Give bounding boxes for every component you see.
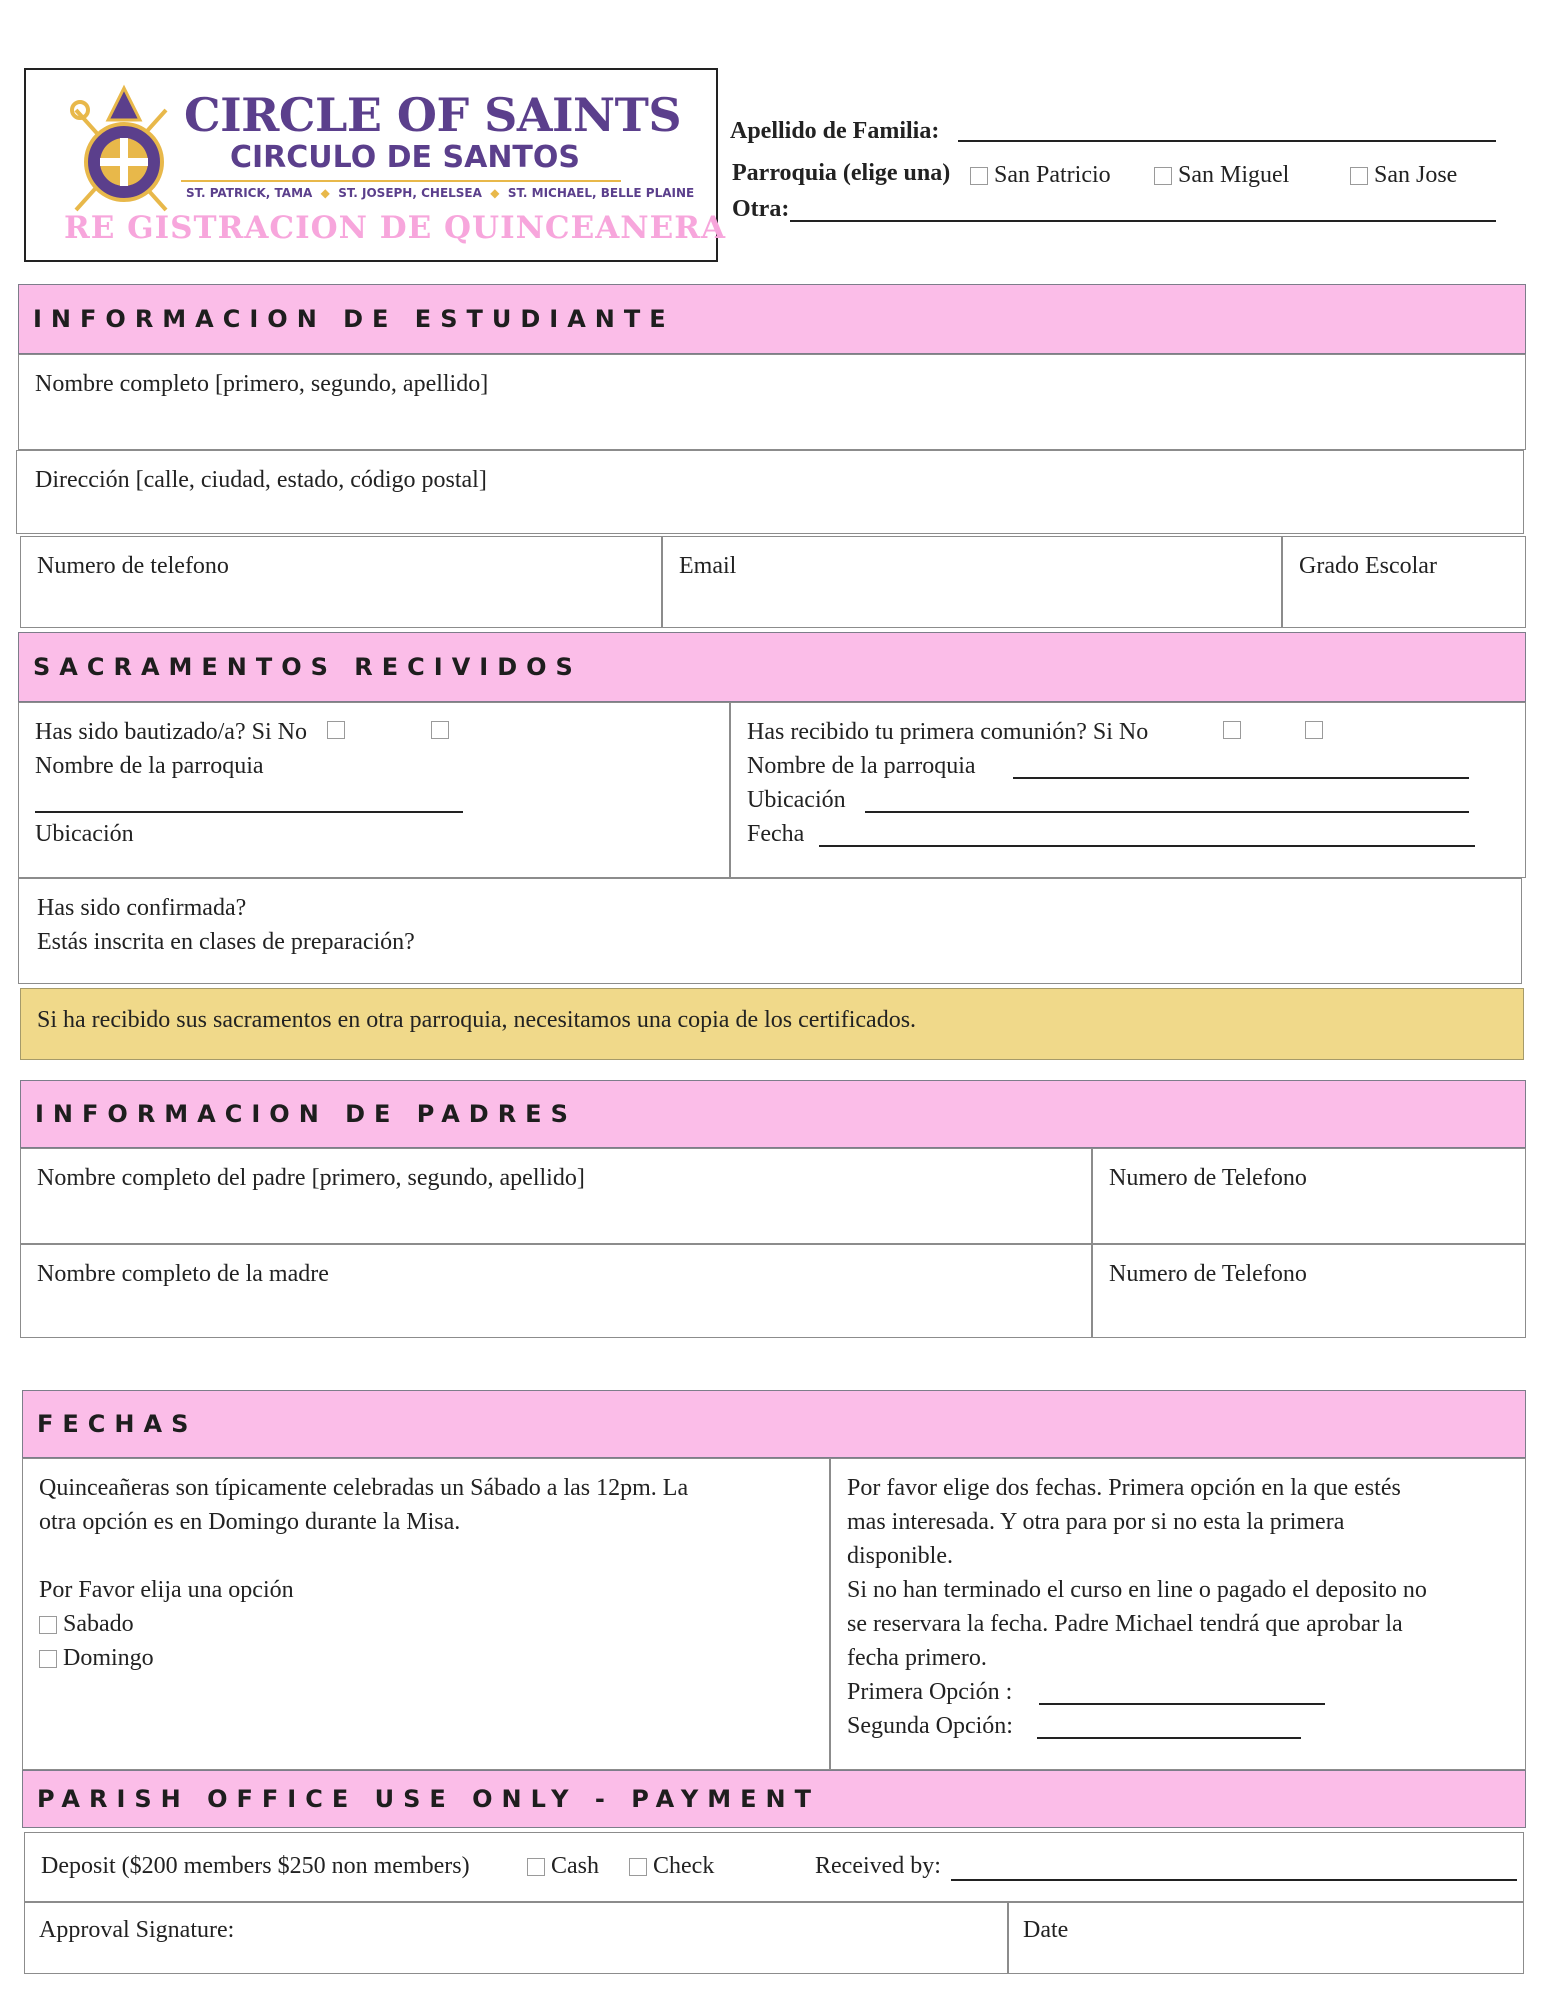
logo-place-3: ST. MICHAEL, BELLE PLAINE [507,186,695,200]
communion-panel [730,702,1526,878]
deposit-row [24,1832,1524,1902]
mother-phone-label: Numero de Telefono [1109,1261,1307,1287]
logo-places [186,186,694,200]
parents-section-header [20,1080,1526,1148]
communion-parish-field[interactable] [1013,753,1469,779]
confirmed-question: Has sido confirmada? [37,895,247,921]
mother-phone-field[interactable] [1092,1244,1526,1338]
checkbox-icon[interactable] [39,1616,57,1634]
logo-title-english: CIRCLE OF SAINTS [184,88,682,142]
dates-left-panel [22,1458,830,1770]
check-label: Check [653,1853,715,1879]
communion-parish-label: Nombre de la parroquia [747,753,976,779]
approval-date-field[interactable] [1008,1902,1524,1974]
form-subtitle: RE GISTRACION DE QUINCEANERA [64,210,727,246]
other-parish-field[interactable] [790,196,1496,222]
cash-label: Cash [551,1853,599,1879]
dates-right-line-5: se reservara la fecha. Padre Michael tendrá que aprobar la [847,1611,1403,1637]
parish-option-san-miguel[interactable] [1154,158,1289,192]
second-option-field[interactable] [1037,1713,1301,1739]
baptism-location-label: Ubicación [35,821,134,847]
checkbox-icon[interactable] [39,1650,57,1668]
baptized-question: Has sido bautizado/a? Si No [35,719,307,745]
approval-date-label: Date [1023,1917,1069,1943]
dates-section-title: FECHAS [37,1410,198,1438]
phone-field[interactable] [20,536,662,628]
choose-option-label: Por Favor elija una opción [39,1577,294,1603]
check-option[interactable] [629,1849,714,1883]
parish-label: Parroquia (elige una) [732,160,951,186]
father-phone-field[interactable] [1092,1148,1526,1244]
sacraments-section-header [18,632,1526,702]
student-section-header [18,284,1526,354]
option-saturday[interactable] [39,1607,134,1641]
full-name-field[interactable] [18,354,1526,450]
communion-yes-checkbox[interactable] [1223,721,1241,739]
office-section-header [22,1770,1526,1828]
grade-label: Grado Escolar [1299,553,1437,579]
communion-question: Has recibido tu primera comunión? Si No [747,719,1149,745]
received-by-label: Received by: [815,1853,941,1879]
deposit-label: Deposit ($200 members $250 non members) [41,1853,470,1879]
dates-right-line-6: fecha primero. [847,1645,987,1671]
confirmation-panel [18,878,1522,984]
option-sunday[interactable] [39,1641,154,1675]
first-option-field[interactable] [1039,1679,1325,1705]
baptism-panel [18,702,730,878]
address-field[interactable] [16,450,1524,534]
cash-option[interactable] [527,1849,599,1883]
parish-option-san-patricio[interactable] [970,158,1111,192]
father-phone-label: Numero de Telefono [1109,1165,1307,1191]
baptism-parish-label: Nombre de la parroquia [35,753,264,779]
sacraments-section-title: SACRAMENTOS RECIVIDOS [33,653,582,681]
mother-name-field[interactable] [20,1244,1092,1338]
parish-option-san-jose[interactable] [1350,158,1457,192]
option-sunday-label: Domingo [63,1645,154,1671]
baptized-yes-checkbox[interactable] [327,721,345,739]
checkbox-icon[interactable] [1350,167,1368,185]
dates-right-line-4: Si no han terminado el curso en line o pagado el deposito no [847,1577,1427,1603]
checkbox-icon[interactable] [527,1858,545,1876]
mother-name-label: Nombre completo de la madre [37,1261,329,1287]
grade-field[interactable] [1282,536,1526,628]
crest-icon [68,80,180,220]
checkbox-icon[interactable] [970,167,988,185]
dot-icon: ◆ [486,186,504,200]
family-name-label: Apellido de Familia: [730,118,940,144]
email-field[interactable] [662,536,1282,628]
father-name-label: Nombre completo del padre [primero, segundo, apellido] [37,1165,585,1191]
phone-label: Numero de telefono [37,553,229,579]
dates-info-line-1: Quinceañeras son típicamente celebradas un Sábado a las 12pm. La [39,1475,689,1501]
option-saturday-label: Sabado [63,1611,134,1637]
parish-option-label: San Miguel [1178,162,1290,188]
dates-right-line-3: disponible. [847,1543,953,1569]
checkbox-icon[interactable] [629,1858,647,1876]
approval-signature-label: Approval Signature: [39,1917,235,1943]
prep-classes-question: Estás inscrita en clases de preparación? [37,929,415,955]
dates-info-line-2: otra opción es en Domingo durante la Misa. [39,1509,461,1535]
communion-no-checkbox[interactable] [1305,721,1323,739]
communion-date-label: Fecha [747,821,805,847]
parish-option-label: San Jose [1374,162,1458,188]
communion-location-label: Ubicación [747,787,846,813]
certificates-note-text: Si ha recibido sus sacramentos en otra parroquia, necesitamos una copia de los certificados. [37,1007,917,1033]
dates-right-line-2: mas interesada. Y otra para por si no esta la primera [847,1509,1345,1535]
address-label: Dirección [calle, ciudad, estado, código postal] [35,467,487,493]
dates-right-line-1: Por favor elige dos fechas. Primera opción en la que estés [847,1475,1401,1501]
full-name-label: Nombre completo [primero, segundo, apellido] [35,371,489,397]
logo-title-spanish: CIRCULO DE SANTOS [230,140,580,175]
second-option-label: Segunda Opción: [847,1713,1013,1739]
received-by-field[interactable] [951,1855,1517,1881]
logo-divider [181,180,621,182]
father-name-field[interactable] [20,1148,1092,1244]
parents-section-title: INFORMACION DE PADRES [35,1100,577,1128]
certificates-note [20,988,1524,1060]
first-option-label: Primera Opción : [847,1679,1013,1705]
student-section-title: INFORMACION DE ESTUDIANTE [33,305,675,333]
logo-place-1: ST. PATRICK, TAMA [186,186,313,200]
dates-section-header [22,1390,1526,1458]
approval-signature-field[interactable] [24,1902,1008,1974]
checkbox-icon[interactable] [1154,167,1172,185]
logo-place-2: ST. JOSEPH, CHELSEA [338,186,482,200]
office-section-title: PARISH OFFICE USE ONLY - PAYMENT [37,1785,820,1813]
dot-icon: ◆ [316,186,335,200]
dates-right-panel [830,1458,1526,1770]
communion-location-field[interactable] [865,787,1469,813]
other-parish-label: Otra: [732,196,790,222]
baptism-parish-field[interactable] [35,787,463,813]
family-name-field[interactable] [958,116,1496,142]
baptized-no-checkbox[interactable] [431,721,449,739]
logo-box [24,68,727,262]
parish-option-label: San Patricio [994,162,1111,188]
email-label: Email [679,553,737,579]
communion-date-field[interactable] [819,821,1475,847]
